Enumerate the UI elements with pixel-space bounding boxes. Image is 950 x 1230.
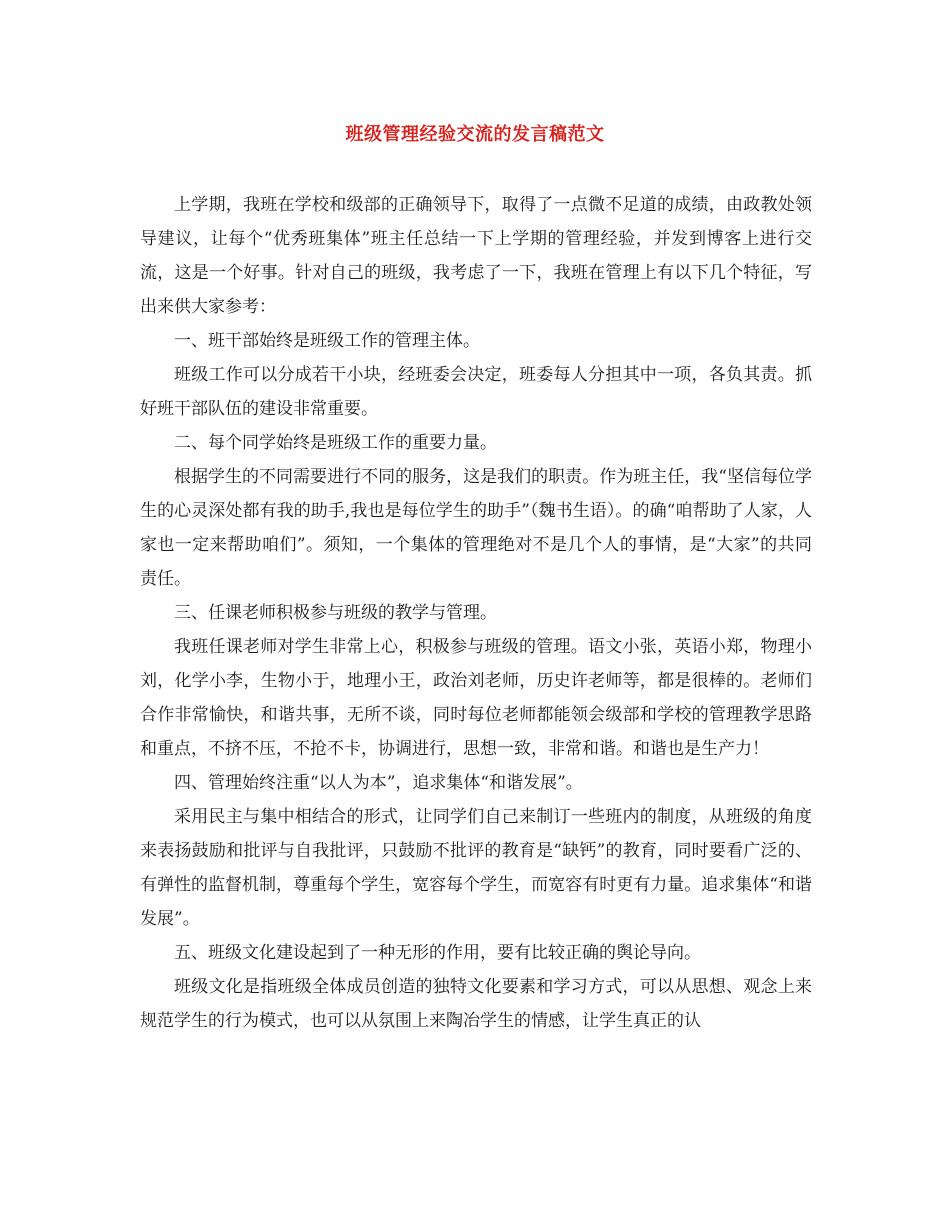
paragraph-5: 班级文化是指班级全体成员创造的独特文化要素和学习方式，可以从思想、观念上来规范学生的行为模式，也可以从氛围上来陶冶学生的情感，让学生真正的认 xyxy=(140,977,812,1031)
paragraph-3: 我班任课老师对学生非常上心，积极参与班级的管理。语文小张，英语小郑，物理小刘，化学小李，生物小于，地理小王，政治刘老师，历史许老师等，都是很棒的。老师们合作非常愉快，和谐共事，无所不谈，同时每位老师都能领会级部和学校的管理教学思路和重点，不挤不压，不抢不卡，协调进行，思想一致，非常和谐。和谐也是生产力！ xyxy=(140,637,812,759)
paragraph-4: 采用民主与集中相结合的形式，让同学们自己来制订一些班内的制度，从班级的角度来表扬鼓励和批评与自我批评，只鼓励不批评的教育是“缺钙”的教育，同时要看广泛的、有弹性的监督机制，尊重每个学生，宽容每个学生，而宽容有时更有力量。追求集体“和谐发展”。 xyxy=(140,807,812,929)
section-heading-1: 一、班干部始终是班级工作的管理主体。 xyxy=(174,331,480,351)
document-body xyxy=(140,188,812,1038)
paragraph-1: 班级工作可以分成若干小块，经班委会决定，班委每人分担其中一项，各负其责。抓好班干部队伍的建设非常重要。 xyxy=(140,365,812,419)
section-heading-4: 四、管理始终注重“以人为本”，追求集体“和谐发展”。 xyxy=(174,773,583,793)
section-heading-5: 五、班级文化建设起到了一种无形的作用，要有比较正确的舆论导向。 xyxy=(174,943,701,963)
paragraph-intro: 上学期，我班在学校和级部的正确领导下，取得了一点微不足道的成绩，由政教处领导建议，让每个“优秀班集体”班主任总结一下上学期的管理经验，并发到博客上进行交流，这是一个好事。针对自己的班级，我考虑了一下，我班在管理上有以下几个特征，写出来供大家参考： xyxy=(140,195,812,317)
paragraph-2: 根据学生的不同需要进行不同的服务，这是我们的职责。作为班主任，我“坚信每位学生的心灵深处都有我的助手,我也是每位学生的助手”（魏书生语）。的确“咱帮助了人家，人家也一定来帮助咱们”。须知，一个集体的管理绝对不是几个人的事情，是“大家”的共同责任。 xyxy=(140,467,812,589)
section-heading-2: 二、每个同学始终是班级工作的重要力量。 xyxy=(174,433,497,453)
section-heading-3: 三、任课老师积极参与班级的教学与管理。 xyxy=(174,603,497,623)
page-title: 班级管理经验交流的发言稿范文 xyxy=(345,124,605,145)
